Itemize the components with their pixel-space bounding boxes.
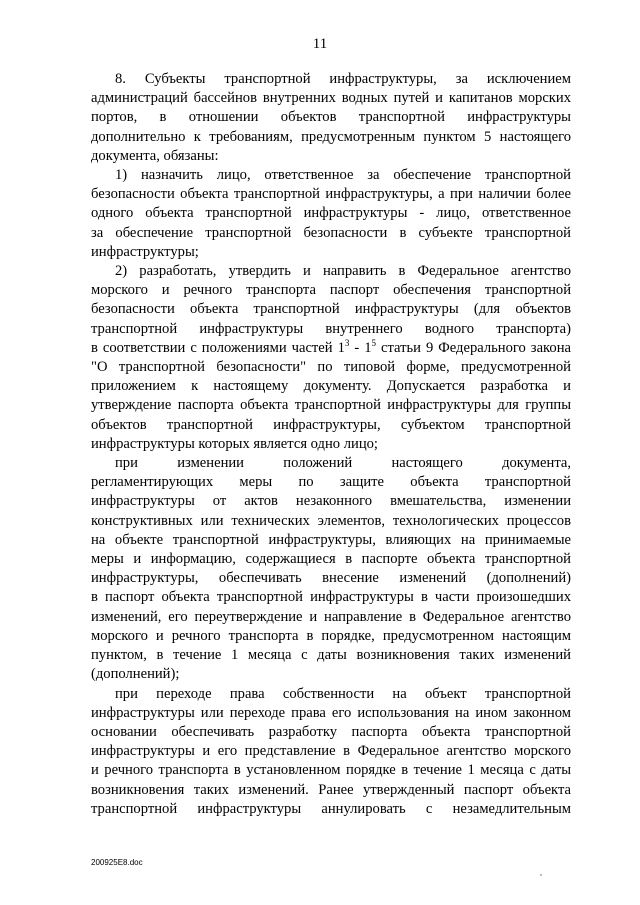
text-line: основании обеспечивать разработку паспорта объекта транспортной [91, 723, 571, 740]
text-line: безопасности объекта транспортной инфраструктуры (для объектов [91, 301, 571, 318]
text-line: в паспорт объекта транспортной инфраструктуры в части произошедших [91, 589, 571, 606]
text-line: конструктивных или технических элементов, технологических процессов [91, 512, 571, 529]
text-line: приложением к настоящему документу. Допускается разработка и [91, 378, 571, 395]
document-body [91, 70, 571, 819]
text-line: пунктом, в течение 1 месяца с даты возникновения таких изменений [91, 647, 571, 664]
text-line: дополнительно к требованиям, предусмотренным пунктом 5 настоящего [91, 128, 571, 145]
text-line: морского и речного транспорта паспорт обеспечения транспортной [91, 282, 571, 299]
text-line: портов, в отношении объектов транспортной инфраструктуры [91, 109, 571, 126]
text-line: возникновения таких изменений. Ранее утвержденный паспорт объекта [91, 781, 571, 798]
footer-filename: 200925E8.doc [91, 858, 143, 867]
text-line: инфраструктуры, обеспечивать внесение изменений (дополнений) [91, 570, 571, 587]
scan-speck [540, 874, 542, 876]
text-line: инфраструктуры от актов незаконного вмешательства, изменении [91, 493, 571, 510]
text-line: 2) разработать, утвердить и направить в Федеральное агентство [115, 263, 571, 280]
text-line: транспортной инфраструктуры аннулировать с незамедлительным [91, 800, 571, 817]
text-line: администраций бассейнов внутренних водных путей и капитанов морских [91, 90, 571, 107]
text-line: в соответствии с положениями частей $1^3 - 1^5$ статьи 9 Федерального закона [91, 337, 571, 356]
text-line: инфраструктуры и его представление в Федеральное агентство морского [91, 743, 571, 760]
text-line: "О транспортной безопасности" по типовой форме, предусмотренной [91, 359, 571, 376]
text-line: 1) назначить лицо, ответственное за обеспечение транспортной [115, 167, 571, 184]
text-line: инфраструктуры которых является одно лицо; [91, 435, 378, 452]
text-line: меры и информацию, содержащиеся в паспорте объекта транспортной [91, 551, 571, 568]
text-line: при переходе права собственности на объект транспортной [115, 685, 571, 702]
text-line: транспортной инфраструктуры внутреннего водного транспорта) [91, 320, 571, 337]
text-line: (дополнений); [91, 666, 180, 683]
text-line: безопасности объекта транспортной инфраструктуры, а при наличии более [91, 186, 571, 203]
page-number: 11 [312, 36, 328, 52]
text-line: документа, обязаны: [91, 147, 219, 164]
text-line: 8. Субъекты транспортной инфраструктуры, за исключением [115, 71, 571, 87]
text-line: объектов транспортной инфраструктуры, субъектом транспортной [91, 416, 571, 433]
text-line: регламентирующих меры по защите объекта транспортной [91, 474, 571, 491]
text-line: утверждение паспорта объекта транспортной инфраструктуры для группы [91, 397, 571, 414]
text-line: изменений, его переутверждение и направление в Федеральное агентство [91, 608, 571, 625]
text-line: за обеспечение транспортной безопасности в субъекте транспортной [91, 224, 571, 241]
text-line: при изменении положений настоящего документа, [115, 455, 571, 472]
text-line: на объекте транспортной инфраструктуры, влияющих на принимаемые [91, 531, 571, 548]
text-line: одного объекта транспортной инфраструктуры - лицо, ответственное [91, 205, 571, 222]
text-line: инфраструктуры или переходе права его использования на ином законном [91, 704, 571, 721]
text-line: морского и речного транспорта в порядке, предусмотренном настоящим [91, 627, 571, 644]
text-line: инфраструктуры; [91, 243, 199, 260]
text-line: и речного транспорта в установленном порядке в течение 1 месяца с даты [91, 762, 571, 779]
